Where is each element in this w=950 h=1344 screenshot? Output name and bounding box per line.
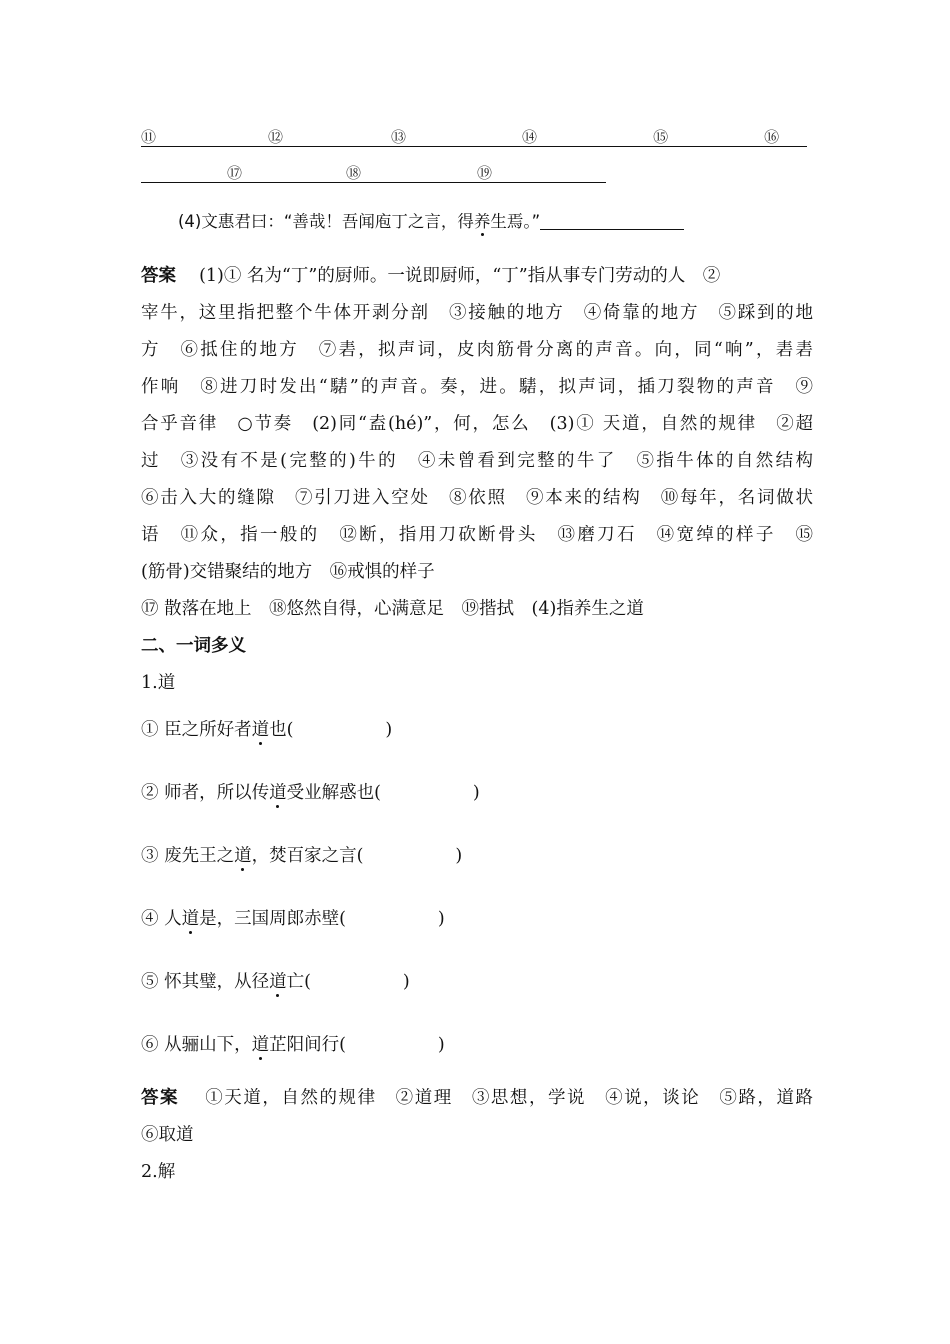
item-number: ⑥ — [141, 1035, 159, 1055]
item-number: ② — [141, 783, 159, 803]
item-number: ④ — [141, 909, 159, 929]
item-text: 受业解惑也( — [286, 783, 381, 803]
answer2-line-2: ⑥取道 — [141, 1125, 194, 1145]
item-text: ) — [402, 972, 410, 992]
blank-number: ⑰ — [227, 164, 243, 182]
question-4 — [178, 210, 684, 234]
answer-blank[interactable] — [361, 164, 477, 183]
blank-number: ⑮ — [653, 128, 669, 146]
item-text: ) — [472, 783, 480, 803]
answer-line-5: 合乎音律 ○节奏 (2)同“盍(hé)”，何，怎么 (3)① 天道，自然的规律 ②超 — [141, 414, 813, 434]
item-text: 是，三国周郎赤壁( — [199, 909, 346, 929]
item-text: 师者，所以传 — [164, 783, 270, 803]
item-text: ) — [385, 720, 393, 740]
answer-line-2: 宰牛，这里指把整个牛体开剥分剖 ③接触的地方 ④倚靠的地方 ⑤踩到的地 — [141, 303, 813, 323]
item-text: ) — [437, 1035, 445, 1055]
item-text: 也( — [269, 720, 294, 740]
answer-line-7: ⑥击入大的缝隙 ⑦引刀进入空处 ⑧依照 ⑨本来的结构 ⑩每年，名词做状 — [141, 488, 813, 508]
question-text: (4)文惠君曰：“善哉！吾闻庖丁之言，得 — [178, 212, 474, 231]
list-item — [141, 970, 410, 994]
emphasized-char: 道 — [269, 783, 287, 803]
emphasized-char: 道 — [269, 972, 287, 992]
answer-text: ①天道，自然的规律 ②道理 ③思想，学说 ④说，谈论 ⑤路，道路 — [205, 1088, 814, 1108]
item-text: 怀其璧，从径 — [164, 972, 270, 992]
section-heading: 二、一词多义 — [141, 636, 246, 656]
item-text: 从骊山下， — [164, 1035, 252, 1055]
answer-line-9: (筋骨)交错聚结的地方 ⑯戒惧的样子 — [141, 562, 435, 582]
emphasized-char: 道 — [234, 846, 252, 866]
blank-number: ⑫ — [268, 128, 284, 146]
list-item — [141, 718, 392, 742]
subsection-title: 1.道 — [141, 673, 176, 693]
blank-number: ⑯ — [764, 128, 780, 146]
answer-blank[interactable] — [492, 164, 606, 183]
emphasized-char: 道 — [181, 909, 200, 929]
answer-line-10: ⑰ 散落在地上 ⑱悠然自得，心满意足 ⑲揩拭 (4)指养生之道 — [141, 599, 644, 619]
answer-blank[interactable] — [540, 211, 684, 230]
answer-blank[interactable] — [156, 128, 268, 147]
blank-number: ⑱ — [346, 164, 362, 182]
item-text: ) — [437, 909, 445, 929]
emphasized-char: 道 — [251, 1035, 270, 1055]
question-text: 生焉。” — [490, 212, 541, 231]
answer-blank[interactable] — [779, 128, 807, 147]
item-text: 人 — [164, 909, 182, 929]
item-text: ) — [455, 846, 463, 866]
item-text: ，焚百家之言( — [251, 846, 364, 866]
list-item — [141, 781, 480, 805]
list-item — [141, 907, 445, 931]
blank-number: ⑪ — [141, 128, 157, 146]
answer-blank[interactable] — [668, 128, 764, 147]
answer-line-1 — [141, 264, 813, 288]
answer-blank[interactable] — [242, 164, 346, 183]
answer-line-6: 过 ③没有不是(完整的)牛的 ④未曾看到完整的牛了 ⑤指牛体的自然结构 — [141, 451, 813, 471]
answer-blank[interactable] — [537, 128, 653, 147]
item-text: 芷阳间行( — [269, 1035, 346, 1055]
blanks-row-2 — [141, 164, 606, 183]
answer-label: 答案 — [141, 1088, 180, 1108]
answer-blank[interactable] — [283, 128, 391, 147]
answer-blank[interactable] — [406, 128, 522, 147]
list-item — [141, 844, 462, 868]
answer-line-4: 作响 ⑧进刀时发出“騞”的声音。奏，进。騞，拟声词，插刀裂物的声音 ⑨ — [141, 377, 813, 397]
answer-line-8: 语 ⑪众，指一般的 ⑫断，指用刀砍断骨头 ⑬磨刀石 ⑭宽绰的样子 ⑮ — [141, 525, 813, 545]
answer-blank[interactable] — [141, 164, 227, 183]
answer-text: (1)① 名为“丁”的厨师。一说即厨师，“丁”指从事专门劳动的人 ② — [199, 266, 721, 286]
blank-number: ⑬ — [391, 128, 407, 146]
item-text: 臣之所好者 — [164, 720, 252, 740]
emphasized-char: 道 — [251, 720, 270, 740]
item-number: ③ — [141, 846, 159, 866]
item-text: 亡( — [286, 972, 311, 992]
emphasized-char: 养 — [473, 212, 491, 231]
answer-line-3: 方 ⑥抵住的地方 ⑦砉，拟声词，皮肉筋骨分离的声音。向，同“响”，砉砉 — [141, 340, 813, 360]
item-text: 废先王之 — [164, 846, 235, 866]
answer2-line-1 — [141, 1086, 813, 1110]
item-number: ① — [141, 720, 159, 740]
list-item — [141, 1033, 445, 1057]
blanks-row-1 — [141, 128, 807, 147]
item-number: ⑤ — [141, 972, 159, 992]
answer-label: 答案 — [141, 266, 176, 286]
blank-number: ⑲ — [477, 164, 493, 182]
subsection-title: 2.解 — [141, 1162, 176, 1182]
blank-number: ⑭ — [522, 128, 538, 146]
